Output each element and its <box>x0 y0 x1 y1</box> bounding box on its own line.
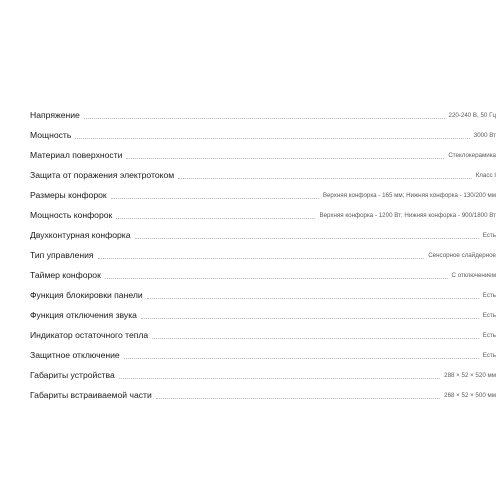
spec-list <box>30 101 496 401</box>
dotted-leader <box>98 257 425 259</box>
spec-label: Тип управления <box>30 250 94 260</box>
dotted-leader <box>75 137 469 139</box>
spec-row-control-type <box>30 241 496 261</box>
spec-label: Габариты устройства <box>30 370 115 380</box>
spec-value: 220-240 В, 50 Гц <box>448 112 496 119</box>
dotted-leader <box>147 297 479 299</box>
spec-label: Напряжение <box>30 110 80 120</box>
spec-label: Функция отключения звука <box>30 310 137 320</box>
dotted-leader <box>116 217 315 219</box>
spec-row-sound-off <box>30 301 496 321</box>
dotted-leader <box>156 397 440 399</box>
dotted-leader <box>126 157 444 159</box>
dotted-leader <box>111 197 319 199</box>
spec-row-residual-heat <box>30 321 496 341</box>
spec-label: Функция блокировки панели <box>30 290 143 300</box>
spec-value: Класс I <box>475 172 496 179</box>
spec-value: Есть <box>482 292 496 299</box>
spec-value: 3000 Вт <box>473 132 496 139</box>
spec-label: Габариты встраиваемой части <box>30 390 152 400</box>
spec-label: Индикатор остаточного тепла <box>30 330 149 340</box>
spec-row-power <box>30 121 496 141</box>
spec-row-builtin-dimensions <box>30 381 496 401</box>
spec-row-burner-power <box>30 201 496 221</box>
spec-value: Стеклокерамика <box>448 152 496 159</box>
spec-value: Сенсорное слайдерное <box>428 252 496 259</box>
dotted-leader <box>84 117 445 119</box>
spec-value: 288 × 52 × 520 мм <box>444 372 496 379</box>
spec-value: Есть <box>482 312 496 319</box>
spec-row-voltage <box>30 101 496 121</box>
spec-row-burner-timer <box>30 261 496 281</box>
spec-row-burner-sizes <box>30 181 496 201</box>
dotted-leader <box>105 277 448 279</box>
spec-row-dual-zone <box>30 221 496 241</box>
spec-value: Есть <box>482 352 496 359</box>
spec-row-surface-material <box>30 141 496 161</box>
spec-label: Защита от поражения электротоком <box>30 170 175 180</box>
spec-value: 268 × 52 × 500 мм <box>444 392 496 399</box>
spec-value: Есть <box>482 332 496 339</box>
spec-label: Таймер конфорок <box>30 270 101 280</box>
dotted-leader <box>119 377 440 379</box>
dotted-leader <box>124 357 479 359</box>
spec-label: Мощность конфорок <box>30 210 113 220</box>
dotted-leader <box>135 237 479 239</box>
dotted-leader <box>178 177 472 179</box>
spec-row-shock-protection <box>30 161 496 181</box>
spec-value: Верхняя конфорка - 165 мм; Нижняя конфорка - 130/200 мм <box>322 192 496 199</box>
spec-label: Размеры конфорок <box>30 190 107 200</box>
spec-value: Верхняя конфорка - 1200 Вт; Нижняя конфорка - 900/1800 Вт <box>319 212 496 219</box>
spec-label: Защитное отключение <box>30 350 120 360</box>
dotted-leader <box>141 317 479 319</box>
spec-row-device-dimensions <box>30 361 496 381</box>
spec-value: С отключением <box>451 272 496 279</box>
spec-row-panel-lock <box>30 281 496 301</box>
spec-value: Есть <box>482 232 496 239</box>
spec-label: Двухконтурная конфорка <box>30 230 131 240</box>
spec-label: Материал поверхности <box>30 150 123 160</box>
dotted-leader <box>152 337 479 339</box>
spec-row-safety-shutoff <box>30 341 496 361</box>
spec-label: Мощность <box>30 130 72 140</box>
